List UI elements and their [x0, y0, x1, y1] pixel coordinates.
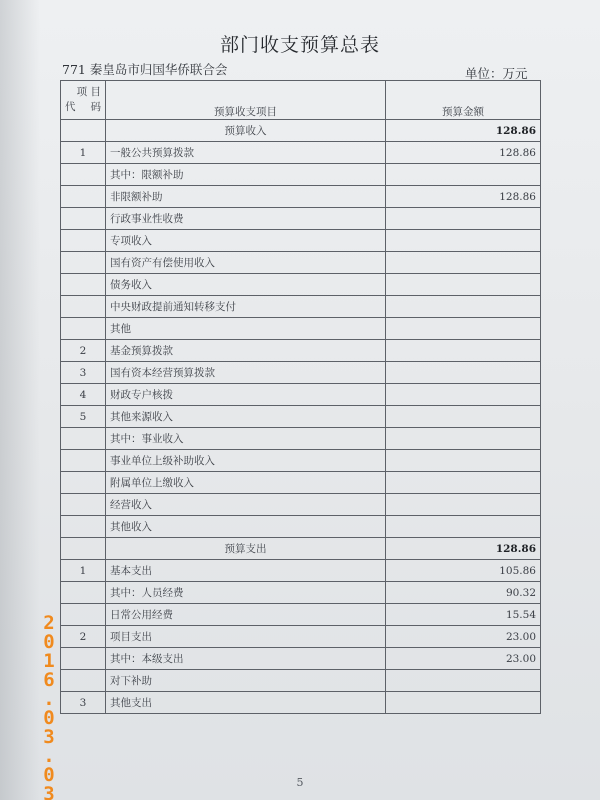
row-amount	[386, 252, 541, 274]
organization-label: 771 秦皇岛市归国华侨联合会	[62, 62, 228, 77]
row-item: 债务收入	[106, 274, 386, 296]
row-amount	[386, 164, 541, 186]
row-item: 日常公用经费	[106, 604, 386, 626]
table-row	[61, 252, 541, 274]
table-row	[61, 274, 541, 296]
date-stamp-char: 3	[43, 726, 55, 748]
date-stamp-char: 0	[43, 631, 55, 653]
row-code: 3	[61, 692, 106, 714]
row-amount: 23.00	[386, 648, 541, 670]
table-row	[61, 670, 541, 692]
budget-table	[60, 80, 541, 714]
section-row	[61, 120, 541, 142]
row-item: 国有资产有偿使用收入	[106, 252, 386, 274]
header-code	[61, 81, 106, 120]
row-amount: 23.00	[386, 626, 541, 648]
date-stamp-char: 2	[43, 612, 55, 634]
row-item: 专项收入	[106, 230, 386, 252]
row-code: 1	[61, 142, 106, 164]
date-stamp-char: 0	[43, 707, 55, 729]
date-stamp-char: 1	[43, 650, 55, 672]
row-amount	[386, 318, 541, 340]
row-code	[61, 428, 106, 450]
row-code	[61, 296, 106, 318]
header-item: 预算收支项目	[106, 81, 386, 120]
header-amount: 预算金额	[386, 81, 541, 120]
row-code	[61, 252, 106, 274]
table-row	[61, 186, 541, 208]
table-row	[61, 230, 541, 252]
row-amount	[386, 670, 541, 692]
row-amount	[386, 516, 541, 538]
row-amount	[386, 230, 541, 252]
row-code: 3	[61, 362, 106, 384]
row-amount	[386, 494, 541, 516]
table-row	[61, 164, 541, 186]
row-item: 其中：人员经费	[106, 582, 386, 604]
table-row	[61, 582, 541, 604]
table-row	[61, 406, 541, 428]
date-stamp-char: .	[43, 688, 55, 710]
row-code	[61, 472, 106, 494]
table-row	[61, 318, 541, 340]
row-code	[61, 648, 106, 670]
page-title: 部门收支预算总表	[219, 34, 380, 56]
table-row	[61, 692, 541, 714]
row-item: 其他收入	[106, 516, 386, 538]
date-stamp	[38, 614, 60, 800]
row-amount: 105.86	[386, 560, 541, 582]
row-code	[61, 582, 106, 604]
row-code	[61, 208, 106, 230]
table-row	[61, 142, 541, 164]
table-row	[61, 450, 541, 472]
row-code	[61, 538, 106, 560]
row-item: 行政事业性收费	[106, 208, 386, 230]
row-amount: 128.86	[386, 142, 541, 164]
date-stamp-char: 0	[43, 764, 55, 786]
row-amount: 128.86	[386, 186, 541, 208]
row-code: 1	[61, 560, 106, 582]
row-item: 其中：限额补助	[106, 164, 386, 186]
table-row	[61, 648, 541, 670]
table-row	[61, 208, 541, 230]
row-amount	[386, 274, 541, 296]
row-code	[61, 186, 106, 208]
row-amount	[386, 472, 541, 494]
row-amount	[386, 428, 541, 450]
row-code	[61, 516, 106, 538]
binding-shadow	[0, 0, 40, 800]
table-row	[61, 384, 541, 406]
header-code-bottom-right: 码	[90, 101, 101, 113]
row-amount	[386, 450, 541, 472]
table-row	[61, 428, 541, 450]
row-amount: 90.32	[386, 582, 541, 604]
row-code	[61, 230, 106, 252]
table-row	[61, 340, 541, 362]
row-item: 非限额补助	[106, 186, 386, 208]
row-item: 预算收入	[106, 120, 386, 142]
table-row	[61, 516, 541, 538]
row-code: 2	[61, 626, 106, 648]
row-amount	[386, 692, 541, 714]
unit-label: 单位：万元	[465, 66, 528, 81]
row-item: 国有资本经营预算拨款	[106, 362, 386, 384]
row-code	[61, 450, 106, 472]
table-row	[61, 362, 541, 384]
row-item: 经营收入	[106, 494, 386, 516]
row-item: 对下补助	[106, 670, 386, 692]
row-item: 其中：本级支出	[106, 648, 386, 670]
row-amount: 128.86	[386, 120, 541, 142]
row-item: 事业单位上级补助收入	[106, 450, 386, 472]
table-row	[61, 626, 541, 648]
row-amount	[386, 208, 541, 230]
date-stamp-char: 3	[43, 783, 55, 800]
row-item: 财政专户核拨	[106, 384, 386, 406]
table-row	[61, 494, 541, 516]
row-item: 基金预算拨款	[106, 340, 386, 362]
row-item: 其他来源收入	[106, 406, 386, 428]
table-row	[61, 296, 541, 318]
row-code	[61, 120, 106, 142]
row-item: 中央财政提前通知转移支付	[106, 296, 386, 318]
row-code	[61, 318, 106, 340]
row-amount	[386, 340, 541, 362]
date-stamp-char: .	[43, 745, 55, 767]
row-item: 其他支出	[106, 692, 386, 714]
row-item: 其他	[106, 318, 386, 340]
row-code	[61, 670, 106, 692]
table-header-row	[61, 81, 541, 120]
page-number: 5	[296, 776, 304, 789]
row-amount	[386, 406, 541, 428]
row-code	[61, 604, 106, 626]
table-row	[61, 560, 541, 582]
row-code: 4	[61, 384, 106, 406]
row-code: 2	[61, 340, 106, 362]
row-item: 一般公共预算拨款	[106, 142, 386, 164]
row-code	[61, 494, 106, 516]
date-stamp-char: 6	[43, 669, 55, 691]
header-code-top: 项 目	[76, 86, 101, 98]
row-item: 基本支出	[106, 560, 386, 582]
section-row	[61, 538, 541, 560]
row-code	[61, 164, 106, 186]
row-amount	[386, 296, 541, 318]
row-code	[61, 274, 106, 296]
row-code: 5	[61, 406, 106, 428]
table-row	[61, 472, 541, 494]
row-item: 预算支出	[106, 538, 386, 560]
row-item: 附属单位上缴收入	[106, 472, 386, 494]
row-item: 项目支出	[106, 626, 386, 648]
row-item: 其中：事业收入	[106, 428, 386, 450]
header-code-bottom-left: 代	[65, 101, 76, 113]
table-row	[61, 604, 541, 626]
row-amount	[386, 384, 541, 406]
row-amount: 128.86	[386, 538, 541, 560]
row-amount: 15.54	[386, 604, 541, 626]
row-amount	[386, 362, 541, 384]
